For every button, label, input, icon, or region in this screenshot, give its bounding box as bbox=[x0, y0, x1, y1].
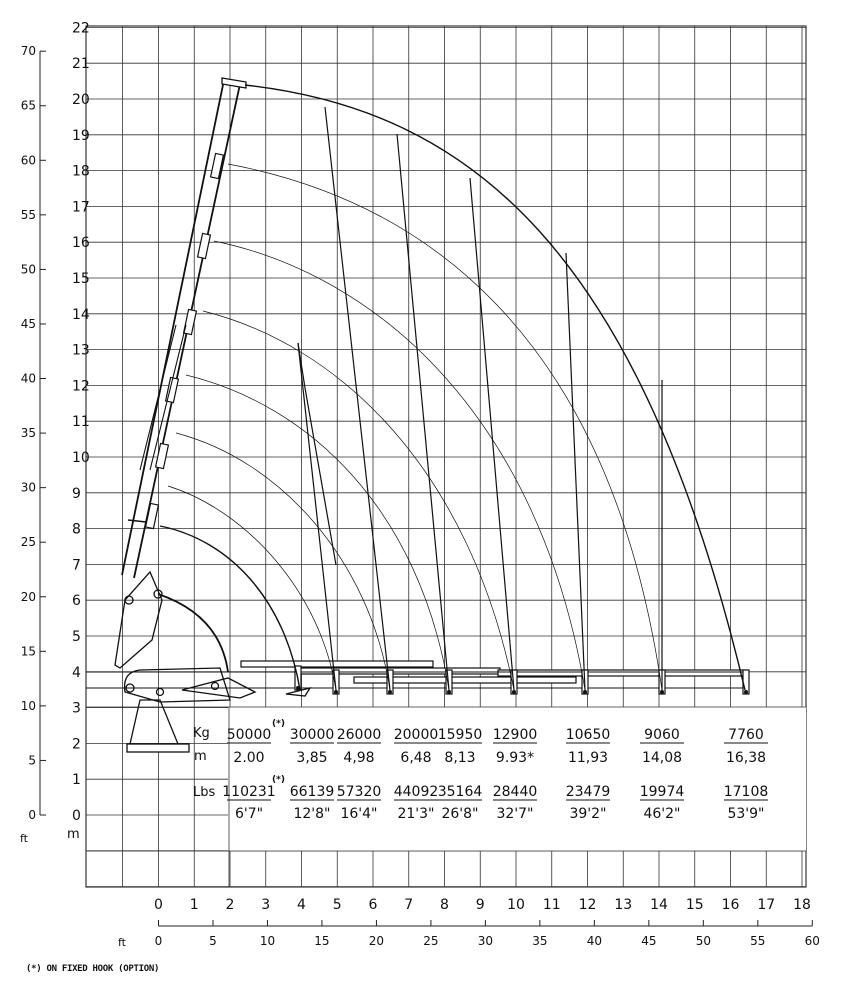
range-arc bbox=[176, 433, 390, 690]
boom-collar bbox=[156, 443, 169, 468]
height-m-tick: 19 bbox=[72, 127, 90, 144]
boom-horizontal bbox=[300, 668, 500, 674]
load-kg: 15950 bbox=[437, 727, 483, 743]
load-lbs: 44092 bbox=[393, 784, 439, 800]
height-m-tick: 1 bbox=[72, 772, 81, 789]
load-lbs: 23479 bbox=[565, 784, 611, 800]
radius-ft: 16'4" bbox=[340, 806, 378, 822]
height-ft-tick: 55 bbox=[20, 207, 36, 222]
height-ft-tick: 20 bbox=[20, 589, 36, 604]
load-kg: 50000 bbox=[226, 727, 272, 743]
load-lbs: 28440 bbox=[492, 784, 538, 800]
reach-ft-tick: 20 bbox=[368, 934, 385, 948]
reach-ft-tick: 25 bbox=[423, 934, 439, 948]
load-kg: 10650 bbox=[565, 727, 611, 743]
reach-m-tick: 4 bbox=[297, 897, 306, 913]
crane-drawing bbox=[86, 78, 749, 752]
radius-m: 14,08 bbox=[641, 750, 683, 766]
height-ft-tick: 0 bbox=[28, 808, 36, 822]
reach-m-tick: 10 bbox=[507, 897, 525, 913]
radius-m: 8,13 bbox=[444, 750, 476, 766]
hook-point bbox=[583, 690, 587, 694]
height-ft-tick: 65 bbox=[20, 98, 36, 113]
height-m-tick: 12 bbox=[72, 378, 90, 395]
height-ft-tick: 60 bbox=[20, 153, 36, 168]
height-m-tick: 7 bbox=[72, 557, 81, 574]
radius-m: 4,98 bbox=[343, 750, 375, 766]
height-ft-tick: 40 bbox=[20, 371, 36, 386]
load-lbs: 19974 bbox=[639, 784, 685, 800]
hook-point bbox=[512, 690, 516, 694]
load-kg: 20000 bbox=[393, 727, 439, 743]
load-kg: 12900 bbox=[492, 727, 538, 743]
height-m-tick: 20 bbox=[72, 92, 90, 108]
radius-ft: 53'9" bbox=[727, 806, 765, 822]
height-m-tick: 3 bbox=[72, 700, 81, 717]
height-ft-tick: 35 bbox=[20, 426, 36, 441]
reach-m-tick: 18 bbox=[793, 897, 811, 913]
height-m-tick: 9 bbox=[72, 485, 81, 502]
reach-m-tick: 14 bbox=[650, 897, 668, 913]
range-arc bbox=[214, 241, 585, 690]
height-ft-tick: 25 bbox=[20, 535, 36, 550]
reach-m-tick: 2 bbox=[225, 897, 235, 913]
boom-collar bbox=[198, 233, 211, 258]
height-m-tick: 17 bbox=[72, 199, 90, 216]
radius-m: 16,38 bbox=[725, 750, 767, 766]
height-m-tick: 15 bbox=[72, 271, 90, 287]
radius-ft: 21'3" bbox=[397, 806, 435, 822]
crane-base bbox=[127, 744, 189, 752]
height-ft-tick: 10 bbox=[20, 698, 36, 713]
reach-ft-tick: 55 bbox=[750, 934, 766, 948]
range-arc bbox=[186, 375, 449, 690]
hook-point bbox=[660, 690, 664, 694]
reach-ft-tick: 0 bbox=[154, 934, 163, 948]
star-marker: (*) bbox=[272, 775, 285, 785]
radius-ft: 6'7" bbox=[234, 806, 264, 822]
load-lbs: 57320 bbox=[336, 784, 382, 800]
slew-arc bbox=[158, 594, 228, 672]
load-radius-line bbox=[305, 388, 336, 565]
boom-horizontal bbox=[498, 670, 746, 676]
reach-m-tick: 8 bbox=[440, 897, 449, 913]
reach-ft-tick: 30 bbox=[477, 934, 494, 948]
reach-ft-tick: 15 bbox=[314, 934, 330, 948]
height-m-unit: m bbox=[67, 827, 80, 842]
height-m-tick: 14 bbox=[72, 306, 90, 323]
load-radius-line bbox=[566, 253, 585, 690]
height-ft-tick: 50 bbox=[20, 262, 36, 277]
reach-ft-tick: 5 bbox=[209, 934, 217, 948]
height-m-tick: 18 bbox=[72, 163, 90, 180]
reach-m-tick: 5 bbox=[332, 897, 342, 913]
height-ft-tick: 45 bbox=[20, 316, 36, 331]
reach-ft-tick: 45 bbox=[641, 934, 657, 948]
height-ft-tick: 15 bbox=[20, 644, 36, 659]
height-m-tick: 5 bbox=[72, 629, 81, 645]
hook-point bbox=[447, 690, 451, 694]
height-m-tick: 13 bbox=[72, 342, 90, 359]
reach-m-tick: 1 bbox=[189, 897, 199, 913]
reach-m-tick: 6 bbox=[368, 897, 378, 913]
height-m-tick: 2 bbox=[72, 736, 81, 753]
height-ft-tick: 5 bbox=[28, 753, 36, 768]
boom-horizontal bbox=[241, 661, 433, 667]
reach-ft-tick: 10 bbox=[259, 934, 276, 948]
height-m-tick: 6 bbox=[72, 593, 81, 610]
crane-column bbox=[125, 668, 230, 702]
reach-m-tick: 17 bbox=[757, 897, 776, 913]
height-m-tick: 10 bbox=[72, 450, 90, 466]
reach-m-tick: 3 bbox=[261, 897, 271, 913]
load-lbs: 66139 bbox=[289, 784, 335, 800]
load-kg: 26000 bbox=[336, 727, 382, 743]
reach-m-tick: 7 bbox=[404, 897, 414, 913]
load-lbs: 17108 bbox=[723, 784, 769, 800]
load-lbs: 35164 bbox=[437, 784, 483, 800]
radius-m: 3,85 bbox=[296, 750, 328, 766]
range-arc bbox=[168, 486, 336, 690]
boom-collar bbox=[146, 503, 159, 528]
reach-m-tick: 0 bbox=[154, 897, 163, 913]
boom-rail-left bbox=[122, 80, 224, 575]
knuckle-arm bbox=[115, 572, 162, 668]
row-label-kg: Kg bbox=[193, 726, 210, 741]
radius-m: 9.93* bbox=[495, 750, 535, 766]
boom-stop bbox=[128, 520, 146, 522]
load-lbs: 110231 bbox=[222, 784, 276, 800]
reach-m-tick: 12 bbox=[578, 897, 597, 913]
radius-ft: 26'8" bbox=[441, 806, 479, 822]
reach-m-tick: 9 bbox=[475, 897, 485, 913]
radius-ft: 46'2" bbox=[643, 806, 681, 822]
star-marker: (*) bbox=[272, 719, 285, 729]
working-range-arcs bbox=[160, 85, 745, 690]
range-arc bbox=[203, 311, 514, 690]
radius-m: 6,48 bbox=[400, 750, 432, 766]
boom-tip bbox=[222, 78, 246, 88]
height-m-tick: 8 bbox=[72, 521, 81, 538]
height-m-tick: 0 bbox=[72, 808, 81, 824]
height-m-tick: 11 bbox=[72, 414, 90, 431]
reach-m-tick: 16 bbox=[721, 897, 740, 913]
row-label-lbs: Lbs bbox=[193, 785, 216, 800]
reach-m-tick: 11 bbox=[542, 897, 561, 913]
radius-m: 11,93 bbox=[567, 750, 609, 766]
reach-m-tick: 15 bbox=[685, 897, 704, 913]
height-m-tick: 16 bbox=[72, 235, 90, 252]
load-radius-line bbox=[325, 107, 390, 690]
outer-envelope bbox=[245, 85, 745, 690]
height-ft-tick: 30 bbox=[20, 480, 36, 495]
hook-point bbox=[744, 690, 748, 694]
footnote: (*) ON FIXED HOOK (OPTION) bbox=[26, 964, 160, 974]
load-radius-line bbox=[397, 134, 449, 690]
radius-ft: 12'8" bbox=[293, 806, 331, 822]
height-ft-tick: 70 bbox=[20, 44, 36, 59]
reach-ft-tick: 50 bbox=[695, 934, 711, 948]
height-ft-unit: ft bbox=[20, 832, 28, 845]
row-label-m: m bbox=[194, 749, 207, 764]
reach-ft-tick: 40 bbox=[586, 934, 603, 948]
range-arc bbox=[228, 164, 662, 690]
hook-point bbox=[388, 690, 392, 694]
height-m-tick: 4 bbox=[72, 664, 81, 681]
hook-point bbox=[334, 690, 338, 694]
radius-ft: 39'2" bbox=[569, 806, 607, 822]
load-kg: 7760 bbox=[728, 727, 764, 743]
height-m-tick: 22 bbox=[72, 20, 90, 37]
load-kg: 30000 bbox=[289, 727, 335, 743]
height-m-tick: 21 bbox=[72, 56, 90, 73]
boom-collar bbox=[211, 153, 224, 178]
reach-ft-tick: 35 bbox=[532, 934, 548, 948]
load-radius-line bbox=[470, 178, 514, 690]
load-radius-line bbox=[298, 343, 336, 690]
load-kg: 9060 bbox=[644, 727, 680, 743]
reach-ft-tick: 60 bbox=[804, 934, 820, 948]
pivot-joint bbox=[157, 689, 164, 696]
reach-m-tick: 13 bbox=[614, 897, 633, 913]
radius-m: 2.00 bbox=[233, 750, 265, 766]
radius-ft: 32'7" bbox=[496, 806, 534, 822]
reach-ft-unit: ft bbox=[118, 936, 126, 949]
